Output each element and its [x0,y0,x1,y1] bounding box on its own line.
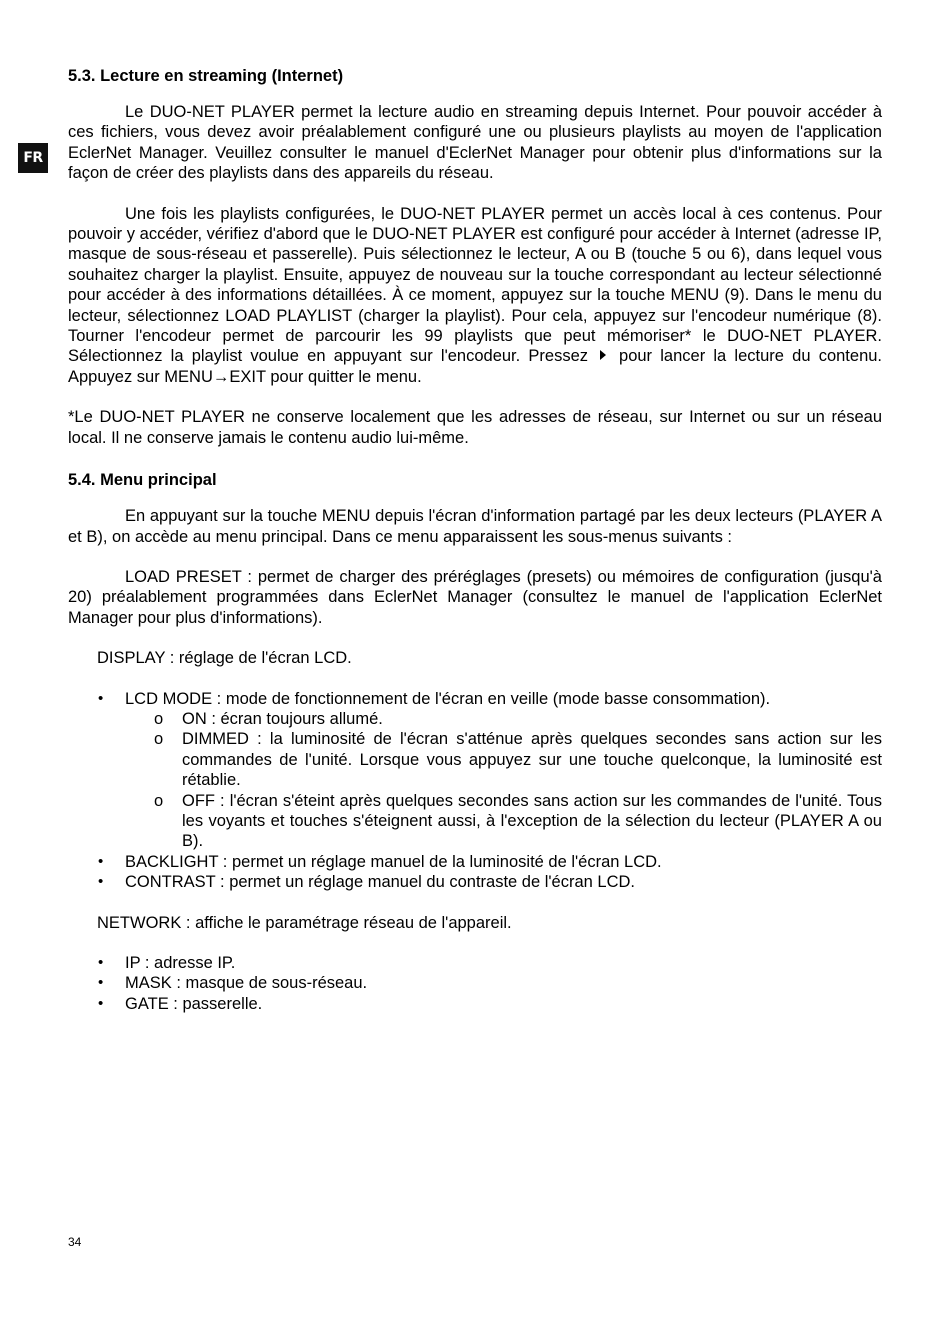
list-item-text: MASK : masque de sous-réseau. [125,974,368,993]
bullet-icon: • [98,974,104,992]
paragraph: Le DUO-NET PLAYER permet la lecture audio en streaming depuis Internet. Pour pouvoir accéder à ces fichiers, vous devez avoir préalablement configuré une ou plusieurs playlists au moyen de l'application EclerNet Manager. Veuillez consulter le manuel d'EclerNet Manager pour obtenir plus d'informations sur la façon de créer des playlists dans des appareils du réseau. [68,103,882,183]
list-item [68,973,882,993]
list-item-text: LCD MODE : mode de fonctionnement de l'écran en veille (mode basse consommation). [125,689,771,708]
bullet-icon: • [98,852,104,870]
circle-bullet-icon: o [154,730,164,749]
network-item: NETWORK : affiche le paramétrage réseau de l'appareil. [97,913,512,932]
circle-bullet-icon: o [154,791,164,810]
paragraph [68,204,882,388]
list-item [68,709,882,729]
footnote-paragraph: *Le DUO-NET PLAYER ne conserve localement que les adresses de réseau, sur Internet ou sur un réseau local. Il ne conserve jamais le contenu audio lui-même. [68,408,882,447]
paragraph-text: Une fois les playlists configurées, le DUO-NET PLAYER permet un accès local à ces contenus. Pour pouvoir y accéder, vérifiez d'abord que le DUO-NET PLAYER est configuré pour accéder à Internet (adresse IP, masque de sous-réseau et passerelle). Puis sélectionnez le lecteur, A ou B (touche 5 ou 6), dans lequel vous souhaitez charger la playlist. Ensuite, appuyez de nouveau sur la touche correspondant au lecteur sélectionné pour accéder à des informations détaillées. À ce moment, appuyez sur la touche MENU (9). Dans le menu du lecteur, sélectionnez LOAD PLAYLIST (charger la playlist). Pour cela, appuyez sur l'encodeur numérique (8). Tourner l'encodeur permet de parcourir les 99 playlists que peut mémoriser* le DUO-NET PLAYER. Sélectionnez la playlist voulue en appuyant sur l'encodeur. Pressez [68,204,882,366]
language-badge: FR [18,143,48,173]
list-item [68,689,882,852]
list-item-text: BACKLIGHT : permet un réglage manuel de la luminosité de l'écran LCD. [125,852,662,871]
display-options-list [68,689,882,893]
list-item-text: DIMMED : la luminosité de l'écran s'atténue après quelques secondes sans action sur les commandes de l'unité. Lorsque vous appuyez sur une touche quelconque, la luminosité est rétablie. [182,730,882,790]
list-item [68,852,882,872]
paragraph: LOAD PRESET : permet de charger des préréglages (presets) ou mémoires de configuration (jusqu'à 20) préalablement programmées dans EclerNet Manager (consultez le manuel de l'application EclerNet Manager pour plus d'informations). [68,567,882,627]
bullet-icon: • [98,873,104,891]
lcd-mode-sublist [125,709,882,852]
bullet-icon: • [98,994,104,1012]
list-item [68,872,882,892]
list-item [68,791,882,852]
network-options-list [68,953,882,1014]
display-item: DISPLAY : réglage de l'écran LCD. [97,649,352,668]
circle-bullet-icon: o [154,709,164,728]
list-item-text: GATE : passerelle. [125,994,263,1013]
bullet-icon: • [98,954,104,971]
list-item-text: CONTRAST : permet un réglage manuel du contraste de l'écran LCD. [125,873,636,892]
list-item [68,729,882,790]
list-item [68,953,882,973]
section-heading-5-3: 5.3. Lecture en streaming (Internet) [68,67,344,85]
list-item-text: IP : adresse IP. [125,954,236,972]
play-triangle-icon [600,350,606,360]
list-item-text: OFF : l'écran s'éteint après quelques secondes sans action sur les commandes de l'unité. Tous les voyants et touches s'éteignent aussi, à l'exception de la sélection du lecteur (PLAYER A ou B). [182,791,882,851]
list-item [68,994,882,1014]
page-number: 34 [68,1235,82,1249]
list-item-text: ON : écran toujours allumé. [182,709,383,728]
paragraph-text: pour lancer la lecture du contenu. Appuyez sur MENU→EXIT pour quitter le menu. [68,347,883,386]
bullet-icon: • [98,689,104,707]
paragraph: En appuyant sur la touche MENU depuis l'écran d'information partagé par les deux lecteurs (PLAYER A et B), on accède au menu principal. Dans ce menu apparaissent les sous-menus suivants : [68,507,882,546]
page-content [68,64,882,1014]
section-heading-5-4: 5.4. Menu principal [68,471,217,490]
